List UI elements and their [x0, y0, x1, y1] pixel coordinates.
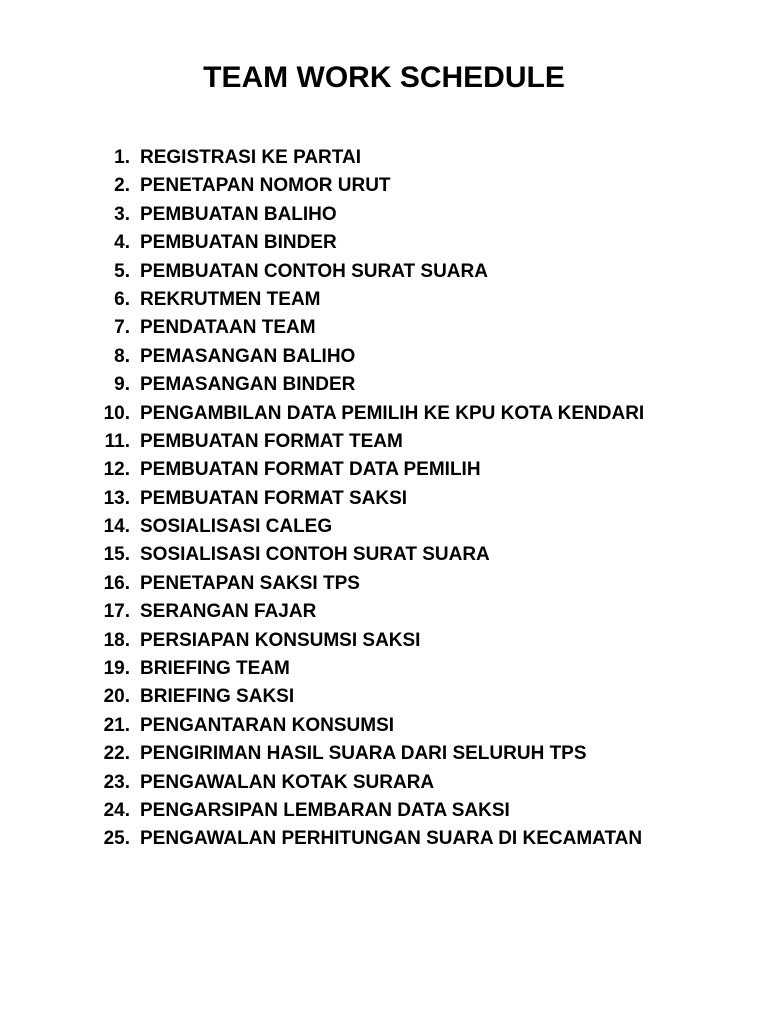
list-item: [0, 428, 768, 456]
list-item-number: 12.: [103, 459, 130, 481]
list-item: [0, 627, 768, 655]
list-item: [0, 229, 768, 257]
list-item-text: PEMBUATAN CONTOH SURAT SUARA: [140, 260, 488, 282]
list-item-text: SOSIALISASI CONTOH SURAT SUARA: [140, 544, 490, 566]
list-item: [0, 769, 768, 797]
list-item-number: 13.: [103, 487, 130, 509]
list-item-text: PEMBUATAN FORMAT SAKSI: [140, 487, 408, 509]
list-item-text: PENGAMBILAN DATA PEMILIH KE KPU KOTA KENDARI: [140, 402, 645, 424]
list-item-text: PENDATAAN TEAM: [140, 317, 316, 339]
list-item-text: PENGANTARAN KONSUMSI: [140, 714, 395, 736]
list-item-number: 4.: [114, 232, 130, 254]
list-item-text: PEMBUATAN BINDER: [140, 232, 337, 254]
list-item-number: 20.: [103, 686, 130, 708]
list-item: [0, 740, 768, 768]
list-item: [0, 598, 768, 626]
list-item-text: PENETAPAN SAKSI TPS: [140, 572, 360, 594]
list-item-text: SERANGAN FAJAR: [140, 601, 317, 623]
list-item: [0, 172, 768, 200]
list-item-text: PEMBUATAN FORMAT TEAM: [140, 430, 403, 452]
list-item-text: PENETAPAN NOMOR URUT: [140, 175, 391, 197]
list-item: [0, 655, 768, 683]
list-item-number: 23.: [103, 771, 130, 793]
list-item-number: 8.: [114, 345, 130, 367]
list-item-text: PEMASANGAN BALIHO: [140, 345, 356, 367]
list-item: [0, 683, 768, 711]
list-item: [0, 825, 768, 853]
page-title: TEAM WORK SCHEDULE: [203, 61, 565, 94]
list-item-number: 11.: [104, 430, 130, 452]
list-item: [0, 797, 768, 825]
list-item: [0, 570, 768, 598]
list-item-text: SOSIALISASI CALEG: [140, 516, 333, 538]
list-item-number: 2.: [114, 175, 130, 197]
list-item: [0, 371, 768, 399]
list-item: [0, 314, 768, 342]
list-item-text: PERSIAPAN KONSUMSI SAKSI: [140, 629, 421, 651]
list-item-text: PENGAWALAN PERHITUNGAN SUARA DI KECAMATAN: [140, 828, 643, 850]
list-item: [0, 144, 768, 172]
list-item-number: 5.: [114, 260, 130, 282]
list-item-number: 21.: [103, 714, 130, 736]
list-item-text: PEMASANGAN BINDER: [140, 374, 356, 396]
list-item-number: 14.: [103, 516, 130, 538]
list-item: [0, 201, 768, 229]
list-item-text: REKRUTMEN TEAM: [140, 288, 321, 310]
list-item: [0, 712, 768, 740]
list-item-number: 17.: [103, 601, 130, 623]
list-item-number: 7.: [114, 317, 130, 339]
list-item-number: 19.: [103, 658, 130, 680]
list-item: [0, 400, 768, 428]
list-item: [0, 541, 768, 569]
list-item-number: 9.: [114, 374, 130, 396]
list-item-number: 15.: [103, 544, 130, 566]
list-item: [0, 485, 768, 513]
list-item-number: 22.: [103, 743, 130, 765]
list-item-number: 18.: [103, 629, 130, 651]
list-item-number: 16.: [103, 572, 130, 594]
list-item-text: BRIEFING TEAM: [140, 658, 290, 680]
list-item: [0, 456, 768, 484]
list-item-number: 1.: [114, 147, 130, 168]
list-item-text: PEMBUATAN FORMAT DATA PEMILIH: [140, 459, 481, 481]
list-item-text: PENGIRIMAN HASIL SUARA DARI SELURUH TPS: [140, 743, 587, 765]
list-item-number: 10.: [103, 402, 130, 424]
list-item-text: PEMBUATAN BALIHO: [140, 203, 337, 225]
list-item: [0, 343, 768, 371]
list-item-number: 25.: [103, 828, 130, 850]
list-item-text: REGISTRASI KE PARTAI: [140, 147, 361, 168]
list-item-text: PENGARSIPAN LEMBARAN DATA SAKSI: [140, 799, 510, 821]
list-item-number: 24.: [103, 799, 130, 821]
list-item-text: PENGAWALAN KOTAK SURARA: [140, 771, 435, 793]
list-item: [0, 286, 768, 314]
list-item: [0, 258, 768, 286]
schedule-list: [0, 144, 768, 854]
list-item-number: 6.: [114, 288, 130, 310]
list-item: [0, 513, 768, 541]
list-item-text: BRIEFING SAKSI: [140, 686, 295, 708]
list-item-number: 3.: [114, 203, 130, 225]
